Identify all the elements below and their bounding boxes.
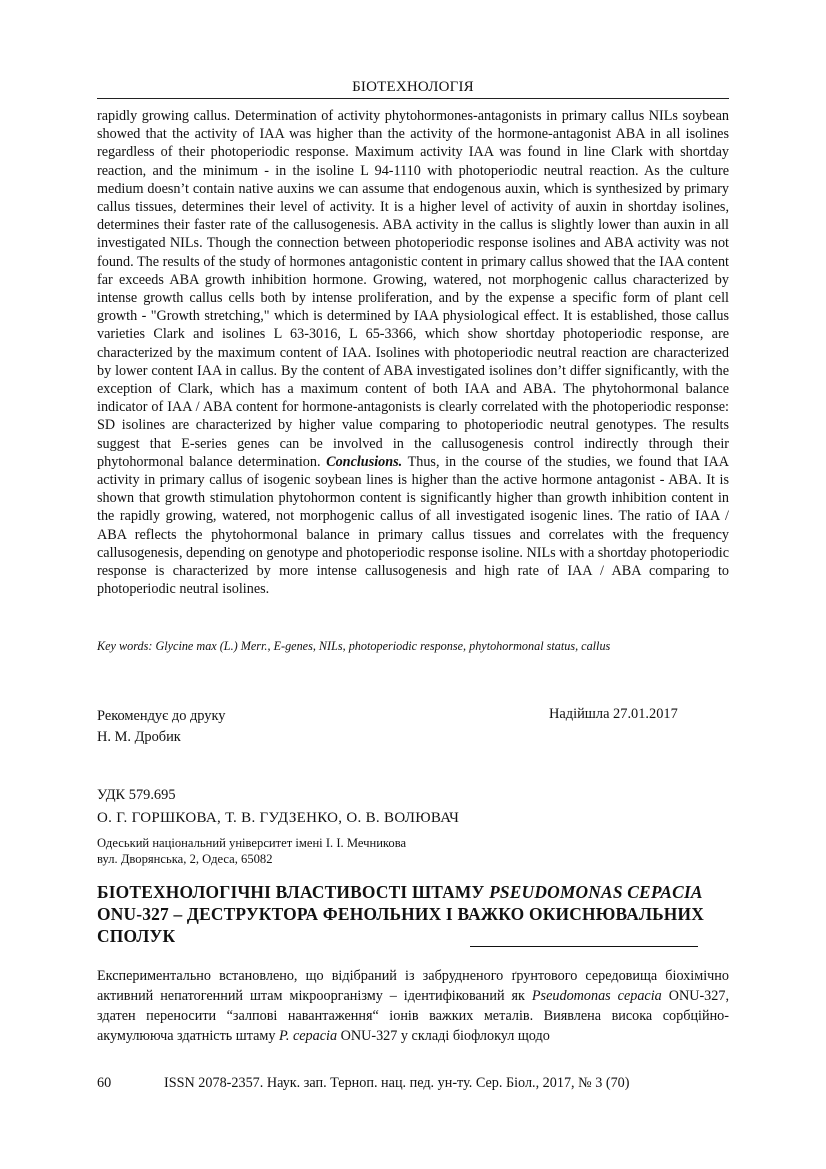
affiliation bbox=[97, 835, 406, 867]
body-text-1: Експериментально встановлено, що відібраний із забрудненого ґрунтового середовища біохімічно активний непатогенний штам мікроорганізму – ідентифікований як bbox=[97, 968, 729, 1004]
title-species: PSEUDOMONAS CEPACIA bbox=[489, 882, 703, 902]
running-head: БІОТЕХНОЛОГІЯ bbox=[352, 79, 474, 95]
keywords: Key words: Glycine max (L.) Merr., E-genes, NILs, photoperiodic response, phytohormonal status, callus bbox=[97, 639, 611, 653]
body-species-1: Pseudomonas cepacia bbox=[531, 988, 662, 1004]
received-date: Надійшла 27.01.2017 bbox=[549, 706, 678, 722]
affiliation-line-1: Одеський національний університет імені І. І. Мечникова bbox=[97, 836, 407, 850]
title-text-1: БІОТЕХНОЛОГІЧНІ ВЛАСТИВОСТІ ШТАМУ bbox=[97, 882, 490, 902]
title-underline bbox=[470, 946, 698, 947]
body-species-2: P. cepacia bbox=[279, 1028, 338, 1044]
recommendation-label: Рекомендує до друку bbox=[97, 708, 226, 724]
body-text-2: ONU-327, здатен переносити “залпові навантаження“ іонів важких металів. Виявлена висока сорбційно-акумулююча здатність штаму bbox=[97, 988, 729, 1044]
article-body-paragraph bbox=[97, 966, 729, 1046]
body-text-3: ONU-327 у складі біофлокул щодо bbox=[337, 1028, 550, 1044]
abstract-paragraph bbox=[97, 107, 729, 598]
recommendation-block bbox=[97, 706, 226, 748]
conclusions-label: Conclusions. bbox=[326, 453, 403, 470]
authors: О. Г. ГОРШКОВА, Т. В. ГУДЗЕНКО, О. В. ВОЛЮВАЧ bbox=[97, 810, 460, 826]
article-title bbox=[97, 881, 717, 947]
title-text-2: ONU-327 – ДЕСТРУКТОРА ФЕНОЛЬНИХ І ВАЖКО ОКИСНЮВАЛЬНИХ СПОЛУК bbox=[97, 904, 705, 946]
udc-code: УДК 579.695 bbox=[97, 787, 176, 803]
abstract-text-1: rapidly growing callus. Determination of activity phytohormones-antagonists in primary callus NILs soybean showed that the activity of IAA was higher than the activity of the hormone-antagonist ABA in all isolines regardless of their photoperiodic response. Maximum activity IAA was found in line Clark with shortday reaction, and the minimum - in the isoline L 94-1110 with photoperiodic neutral reaction. As the culture medium doesn’t contain native auxins we can assume that endogenous auxin, which is synthesized by primary callus tissues, determines their level of activity. It is a higher level of activity of auxin in shortday isolines, determines their faster rate of the callusogenesis. ABA activity in the callus is slightly lower than auxin in all investigated NILs. Though the connection between photoperiodic response isolines and ABA activity was not found. The results of the study of hormones antagonistic content in primary callus showed that the IAA content far exceeds ABA growth inhibition hormone. Growing, watered, not morphogenic callus characterized by intense growth callus cells both by intense proliferation, and by the expense a specific form of plant cell growth - "Growth stretching," which is determined by IAA physiological effect. It is established, those callus varieties Clark and isolines L 63-3016, L 65-3366, which show shortday photoperiodic response, are characterized by the maximum content of IAA. Isolines with photoperiodic neutral reaction are characterized by lower content IAA in callus. By the content of ABA investigated isolines don’t differ significantly, with the exception of Clark, which has a maximum content of both IAA and ABA. The phytohormonal balance indicator of IAA / ABA content for hormone-antagonists is clearly correlated with the photoperiodic response: SD isolines are characterized by higher value comparing to photoperiodic neutral genotypes. The results suggest that E-series genes can be involved in the callusogenesis control indirectly through their phytohormonal balance determination. bbox=[97, 108, 729, 470]
page-number: 60 bbox=[97, 1075, 112, 1091]
affiliation-line-2: вул. Дворянська, 2, Одеса, 65082 bbox=[97, 852, 273, 866]
journal-citation: ISSN 2078-2357. Наук. зап. Терноп. нац. пед. ун-ту. Сер. Біол., 2017, № 3 (70) bbox=[164, 1075, 630, 1091]
recommender-name: Н. М. Дробик bbox=[97, 729, 181, 745]
abstract-text-2: Thus, in the course of the studies, we found that IAA activity in primary callus of isogenic soybean lines is higher than the active hormone antagonist - ABA. It is shown that growth stimulation phytohormon content is significantly higher than growth inhibition content in the rapidly growing, watered, not morphogenic callus of all investigated isogenic lines. The ratio of IAA / ABA reflects the phytohormonal balance in primary callus tissues and correlates with the frequency callusogenesis, depending on genotype and photoperiodic response isoline. NILs with a shortday photoperiodic response is characterized by more intense callusogenesis and high rate of IAA / ABA comparing to photoperiodic neutral isolines. bbox=[97, 453, 730, 598]
header-rule bbox=[97, 98, 729, 99]
